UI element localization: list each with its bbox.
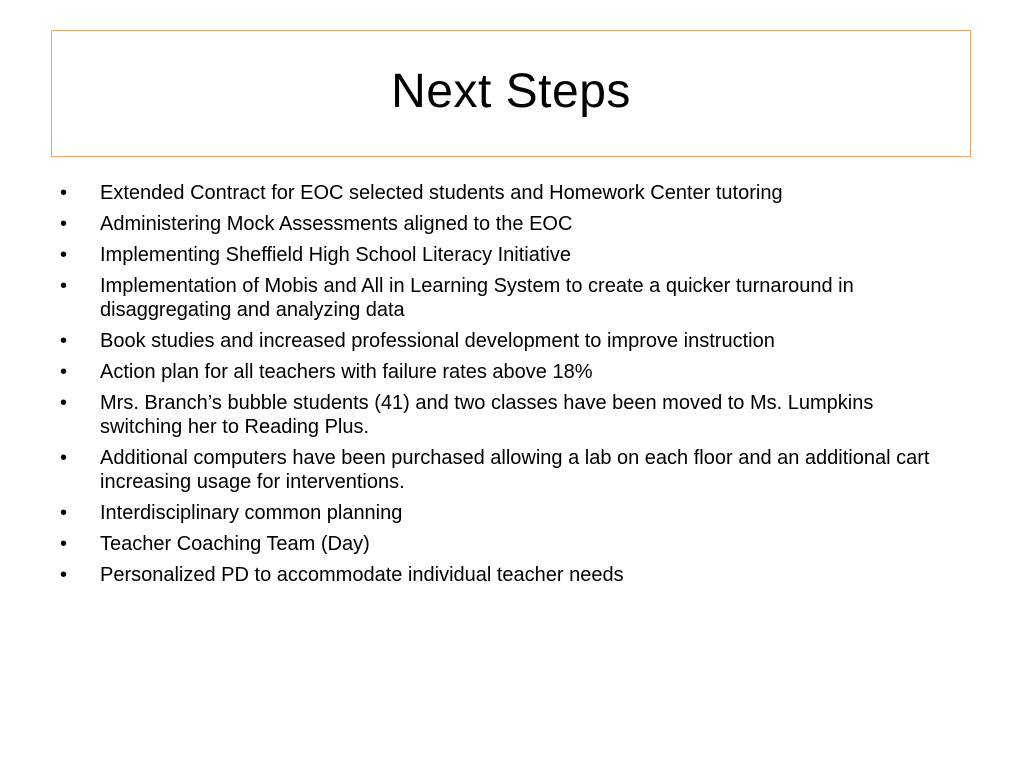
bullet-item (60, 391, 960, 439)
bullet-dot-icon: • (60, 533, 68, 555)
bullet-item (60, 501, 960, 525)
bullet-text: Additional computers have been purchased allowing a lab on each floor and an additional cart increasing usage for interventions. (100, 447, 930, 493)
bullet-dot-icon: • (60, 361, 68, 383)
bullet-item (60, 563, 960, 587)
bullet-text: Implementing Sheffield High School Literacy Initiative (100, 244, 571, 266)
bullet-dot-icon: • (60, 244, 68, 266)
bullet-dot-icon: • (60, 182, 68, 204)
bullet-item (60, 243, 960, 267)
bullet-dot-icon: • (60, 502, 68, 524)
bullet-list (60, 181, 960, 594)
bullet-item (60, 212, 960, 236)
bullet-text: Personalized PD to accommodate individual teacher needs (100, 564, 624, 586)
bullet-dot-icon: • (60, 275, 68, 297)
bullet-dot-icon: • (60, 213, 68, 235)
bullet-dot-icon: • (60, 447, 68, 469)
bullet-item (60, 181, 960, 205)
bullet-text: Extended Contract for EOC selected students and Homework Center tutoring (100, 182, 783, 204)
bullet-dot-icon: • (60, 564, 68, 586)
title-box (51, 30, 971, 157)
slide-title: Next Steps (391, 64, 631, 118)
bullet-text: Interdisciplinary common planning (100, 502, 403, 524)
bullet-item (60, 274, 960, 322)
bullet-text: Administering Mock Assessments aligned to the EOC (100, 213, 573, 235)
bullet-dot-icon: • (60, 392, 68, 414)
bullet-item (60, 532, 960, 556)
bullet-text: Book studies and increased professional development to improve instruction (100, 330, 775, 352)
bullet-item (60, 446, 960, 494)
bullet-item (60, 329, 960, 353)
bullet-dot-icon: • (60, 330, 68, 352)
bullet-item (60, 360, 960, 384)
bullet-text: Mrs. Branch’s bubble students (41) and two classes have been moved to Ms. Lumpkins switching her to Reading Plus. (100, 392, 874, 438)
bullet-text: Action plan for all teachers with failure rates above 18% (100, 361, 593, 383)
bullet-text: Implementation of Mobis and All in Learning System to create a quicker turnaround in disaggregating and analyzing data (100, 275, 854, 321)
bullet-text: Teacher Coaching Team (Day) (100, 533, 370, 555)
